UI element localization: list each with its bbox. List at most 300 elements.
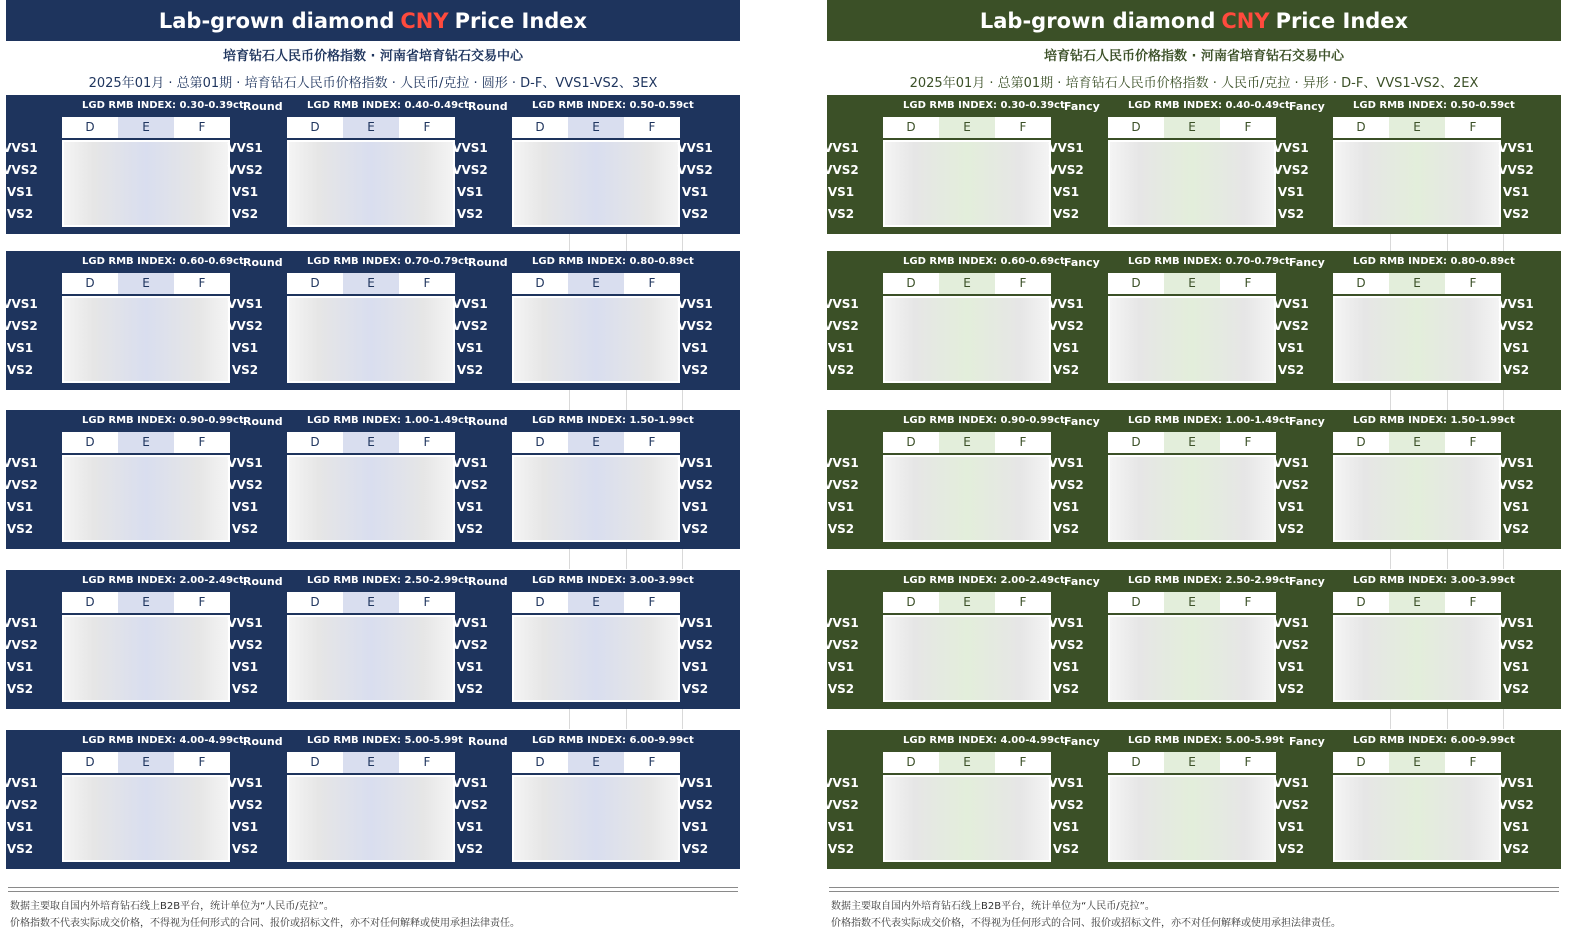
color-grade-f: F bbox=[1244, 276, 1252, 290]
color-grade-e: E bbox=[568, 432, 624, 453]
clarity-label: VVS2 bbox=[2, 163, 38, 177]
clarity-label: VS1 bbox=[827, 341, 855, 355]
clarity-label: VS1 bbox=[231, 500, 259, 514]
clarity-label: VS2 bbox=[1277, 682, 1305, 696]
price-section bbox=[2, 95, 740, 234]
clarity-label: VS2 bbox=[231, 682, 259, 696]
clarity-label: VVS1 bbox=[2, 141, 38, 155]
price-grid bbox=[1333, 775, 1501, 862]
color-grade-d: D bbox=[1131, 120, 1141, 134]
clarity-label: VS2 bbox=[6, 207, 34, 221]
clarity-label: VVS1 bbox=[452, 776, 488, 790]
clarity-label: VS2 bbox=[456, 842, 484, 856]
color-grade-e: E bbox=[1164, 273, 1220, 294]
clarity-label: VVS1 bbox=[823, 297, 859, 311]
carat-range-label: LGD RMB INDEX: 0.90-0.99ct bbox=[82, 415, 244, 426]
clarity-label: VS2 bbox=[6, 363, 34, 377]
clarity-label: VVS2 bbox=[452, 638, 488, 652]
color-grade-e: E bbox=[1164, 592, 1220, 613]
carat-range-label: LGD RMB INDEX: 2.50-2.99ct bbox=[1128, 575, 1290, 586]
color-grade-e: E bbox=[568, 752, 624, 773]
clarity-label: VVS1 bbox=[1273, 456, 1309, 470]
color-grade-e: E bbox=[1164, 432, 1220, 453]
color-grade-e: E bbox=[1164, 752, 1220, 773]
color-grade-f: F bbox=[648, 435, 656, 449]
color-grade-f: F bbox=[1244, 435, 1252, 449]
clarity-label: VS2 bbox=[1502, 207, 1530, 221]
color-header bbox=[287, 592, 455, 613]
color-header bbox=[62, 752, 230, 773]
subtitle: 培育钻石人民币价格指数 · 河南省培育钻石交易中心 bbox=[223, 49, 523, 64]
clarity-label: VVS1 bbox=[1498, 616, 1534, 630]
footer-rule bbox=[829, 887, 1559, 892]
color-grade-e: E bbox=[939, 752, 995, 773]
price-section bbox=[823, 410, 1561, 549]
clarity-label: VVS1 bbox=[1498, 141, 1534, 155]
color-grade-d: D bbox=[535, 755, 545, 769]
carat-range-label: LGD RMB INDEX: 0.40-0.49ct bbox=[307, 100, 469, 111]
color-grade-d: D bbox=[1131, 435, 1141, 449]
title-highlight: CNY bbox=[400, 8, 449, 33]
color-grade-e: E bbox=[939, 117, 995, 138]
carat-range-label: LGD RMB INDEX: 2.50-2.99ct bbox=[307, 575, 469, 586]
color-grade-e: E bbox=[343, 752, 399, 773]
clarity-label: VS1 bbox=[6, 341, 34, 355]
clarity-label: VVS1 bbox=[1048, 776, 1084, 790]
clarity-label: VVS2 bbox=[677, 163, 713, 177]
clarity-label: VS2 bbox=[827, 842, 855, 856]
divider-tick bbox=[1447, 709, 1448, 729]
color-header bbox=[883, 592, 1051, 613]
clarity-label: VS2 bbox=[1052, 363, 1080, 377]
carat-range-label: LGD RMB INDEX: 0.90-0.99ct bbox=[903, 415, 1065, 426]
color-grade-d: D bbox=[310, 755, 320, 769]
shape-label: Round bbox=[468, 100, 508, 113]
clarity-label: VS1 bbox=[1502, 185, 1530, 199]
clarity-label: VS2 bbox=[456, 682, 484, 696]
carat-range-label: LGD RMB INDEX: 1.50-1.99ct bbox=[532, 415, 694, 426]
clarity-label: VS2 bbox=[1052, 522, 1080, 536]
divider-tick bbox=[1503, 709, 1504, 729]
color-header bbox=[512, 117, 680, 138]
carat-range-label: LGD RMB INDEX: 0.50-0.59ct bbox=[1353, 100, 1515, 111]
clarity-label: VS2 bbox=[1277, 207, 1305, 221]
color-grade-d: D bbox=[906, 120, 916, 134]
shape-label: Round bbox=[243, 575, 283, 588]
carat-range-label: LGD RMB INDEX: 5.00-5.99t bbox=[1128, 735, 1284, 746]
color-grade-d: D bbox=[1131, 276, 1141, 290]
clarity-label: VVS1 bbox=[1048, 141, 1084, 155]
price-grid bbox=[62, 615, 230, 702]
title-highlight: CNY bbox=[1221, 8, 1270, 33]
divider-tick bbox=[682, 390, 683, 410]
clarity-label: VVS2 bbox=[452, 163, 488, 177]
divider-tick bbox=[682, 709, 683, 729]
clarity-label: VS2 bbox=[1277, 842, 1305, 856]
color-header bbox=[287, 432, 455, 453]
clarity-label: VS1 bbox=[456, 820, 484, 834]
clarity-label: VVS2 bbox=[1273, 478, 1309, 492]
disclaimer-line-1: 数据主要取自国内外培育钻石线上B2B平台，统计单位为“人民币/克拉”。 bbox=[10, 901, 334, 912]
clarity-label: VS1 bbox=[1277, 185, 1305, 199]
clarity-label: VVS2 bbox=[1498, 638, 1534, 652]
shape-label: Fancy bbox=[1289, 735, 1325, 748]
clarity-label: VS1 bbox=[827, 500, 855, 514]
color-header bbox=[1108, 592, 1276, 613]
clarity-label: VVS1 bbox=[823, 456, 859, 470]
price-grid bbox=[512, 140, 680, 227]
price-grid bbox=[1108, 455, 1276, 542]
price-grid bbox=[287, 140, 455, 227]
clarity-label: VVS1 bbox=[452, 616, 488, 630]
clarity-label: VVS2 bbox=[677, 638, 713, 652]
disclaimer-line-1: 数据主要取自国内外培育钻石线上B2B平台，统计单位为“人民币/克拉”。 bbox=[831, 901, 1155, 912]
color-grade-e: E bbox=[343, 432, 399, 453]
clarity-label: VVS1 bbox=[1498, 776, 1534, 790]
color-grade-e: E bbox=[118, 273, 174, 294]
panel-round bbox=[2, 0, 740, 946]
carat-range-label: LGD RMB INDEX: 0.70-0.79ct bbox=[1128, 256, 1290, 267]
shape-label: Fancy bbox=[1064, 575, 1100, 588]
color-grade-d: D bbox=[906, 755, 916, 769]
price-section bbox=[2, 570, 740, 709]
clarity-label: VVS2 bbox=[452, 478, 488, 492]
meta-line: 2025年01月 · 总第01期 · 培育钻石人民币价格指数 · 人民币/克拉 · 圆形 · D-F、VVS1-VS2、3EX bbox=[88, 76, 658, 91]
clarity-label: VS1 bbox=[681, 660, 709, 674]
clarity-label: VS1 bbox=[1052, 185, 1080, 199]
clarity-label: VS2 bbox=[1052, 842, 1080, 856]
clarity-label: VVS2 bbox=[1273, 319, 1309, 333]
color-grade-e: E bbox=[343, 117, 399, 138]
clarity-label: VS2 bbox=[681, 207, 709, 221]
clarity-label: VS1 bbox=[1277, 341, 1305, 355]
title-suffix: Price Index bbox=[1275, 8, 1409, 33]
color-grade-f: F bbox=[198, 435, 206, 449]
clarity-label: VVS1 bbox=[1273, 141, 1309, 155]
divider-tick bbox=[569, 709, 570, 729]
carat-range-label: LGD RMB INDEX: 3.00-3.99ct bbox=[532, 575, 694, 586]
color-grade-f: F bbox=[648, 120, 656, 134]
price-grid bbox=[287, 296, 455, 383]
color-grade-d: D bbox=[906, 276, 916, 290]
clarity-label: VVS2 bbox=[823, 163, 859, 177]
clarity-label: VVS2 bbox=[452, 798, 488, 812]
clarity-label: VS2 bbox=[1052, 682, 1080, 696]
color-grade-f: F bbox=[1469, 435, 1477, 449]
clarity-label: VVS2 bbox=[1273, 163, 1309, 177]
color-header bbox=[62, 273, 230, 294]
carat-range-label: LGD RMB INDEX: 0.30-0.39ct bbox=[903, 100, 1065, 111]
color-grade-f: F bbox=[1019, 276, 1027, 290]
clarity-label: VS1 bbox=[6, 500, 34, 514]
color-grade-f: F bbox=[1019, 120, 1027, 134]
shape-label: Fancy bbox=[1064, 415, 1100, 428]
clarity-label: VVS1 bbox=[452, 297, 488, 311]
color-grade-e: E bbox=[568, 592, 624, 613]
clarity-label: VS1 bbox=[1277, 660, 1305, 674]
color-grade-e: E bbox=[1389, 432, 1445, 453]
clarity-label: VS1 bbox=[827, 660, 855, 674]
price-grid bbox=[1333, 615, 1501, 702]
divider-tick bbox=[1447, 549, 1448, 569]
divider-tick bbox=[1390, 549, 1391, 569]
price-grid bbox=[62, 140, 230, 227]
footer-rule bbox=[8, 887, 738, 892]
color-header bbox=[512, 592, 680, 613]
clarity-label: VVS1 bbox=[227, 616, 263, 630]
price-section bbox=[823, 570, 1561, 709]
clarity-label: VS1 bbox=[1052, 500, 1080, 514]
color-header bbox=[883, 752, 1051, 773]
clarity-label: VVS1 bbox=[2, 456, 38, 470]
clarity-label: VVS2 bbox=[227, 478, 263, 492]
price-grid bbox=[883, 140, 1051, 227]
shape-label: Round bbox=[468, 415, 508, 428]
color-grade-d: D bbox=[85, 120, 95, 134]
clarity-label: VS2 bbox=[1277, 522, 1305, 536]
clarity-label: VS2 bbox=[1277, 363, 1305, 377]
clarity-label: VS1 bbox=[231, 185, 259, 199]
clarity-label: VVS2 bbox=[1273, 798, 1309, 812]
clarity-label: VVS1 bbox=[677, 297, 713, 311]
clarity-label: VVS2 bbox=[2, 798, 38, 812]
color-header bbox=[883, 117, 1051, 138]
clarity-label: VS1 bbox=[1052, 820, 1080, 834]
price-grid bbox=[883, 775, 1051, 862]
clarity-label: VVS1 bbox=[823, 616, 859, 630]
carat-range-label: LGD RMB INDEX: 4.00-4.99ct bbox=[82, 735, 244, 746]
clarity-label: VVS1 bbox=[677, 456, 713, 470]
clarity-label: VS2 bbox=[6, 842, 34, 856]
color-grade-e: E bbox=[1164, 117, 1220, 138]
color-grade-d: D bbox=[535, 595, 545, 609]
clarity-label: VS1 bbox=[1277, 820, 1305, 834]
color-grade-f: F bbox=[1244, 755, 1252, 769]
divider-tick bbox=[569, 390, 570, 410]
clarity-label: VS2 bbox=[1502, 363, 1530, 377]
clarity-label: VVS1 bbox=[1048, 456, 1084, 470]
color-grade-f: F bbox=[648, 595, 656, 609]
color-grade-f: F bbox=[423, 120, 431, 134]
color-grade-e: E bbox=[1389, 752, 1445, 773]
clarity-label: VVS2 bbox=[1498, 319, 1534, 333]
clarity-label: VVS1 bbox=[452, 141, 488, 155]
carat-range-label: LGD RMB INDEX: 0.60-0.69ct bbox=[903, 256, 1065, 267]
clarity-label: VS2 bbox=[681, 522, 709, 536]
shape-label: Round bbox=[468, 735, 508, 748]
clarity-label: VS2 bbox=[1502, 522, 1530, 536]
price-grid bbox=[62, 775, 230, 862]
color-grade-e: E bbox=[1389, 592, 1445, 613]
clarity-label: VVS2 bbox=[677, 319, 713, 333]
color-grade-f: F bbox=[423, 435, 431, 449]
divider-tick bbox=[626, 390, 627, 410]
color-header bbox=[1333, 117, 1501, 138]
carat-range-label: LGD RMB INDEX: 3.00-3.99ct bbox=[1353, 575, 1515, 586]
clarity-label: VS2 bbox=[231, 522, 259, 536]
color-grade-d: D bbox=[1356, 595, 1366, 609]
color-grade-f: F bbox=[423, 595, 431, 609]
price-section bbox=[823, 95, 1561, 234]
carat-range-label: LGD RMB INDEX: 5.00-5.99t bbox=[307, 735, 463, 746]
clarity-label: VS1 bbox=[231, 660, 259, 674]
divider-tick bbox=[1503, 549, 1504, 569]
color-grade-f: F bbox=[423, 755, 431, 769]
carat-range-label: LGD RMB INDEX: 0.40-0.49ct bbox=[1128, 100, 1290, 111]
carat-range-label: LGD RMB INDEX: 6.00-9.99ct bbox=[1353, 735, 1515, 746]
shape-label: Fancy bbox=[1289, 575, 1325, 588]
clarity-label: VVS1 bbox=[452, 456, 488, 470]
clarity-label: VVS1 bbox=[1498, 456, 1534, 470]
color-header bbox=[883, 273, 1051, 294]
shape-label: Fancy bbox=[1289, 256, 1325, 269]
meta-line: 2025年01月 · 总第01期 · 培育钻石人民币价格指数 · 人民币/克拉 · 异形 · D-F、VVS1-VS2、2EX bbox=[909, 76, 1479, 91]
color-grade-f: F bbox=[1019, 595, 1027, 609]
clarity-label: VVS2 bbox=[1273, 638, 1309, 652]
color-header bbox=[1333, 273, 1501, 294]
color-header bbox=[287, 752, 455, 773]
divider-tick bbox=[569, 549, 570, 569]
color-header bbox=[1333, 432, 1501, 453]
clarity-label: VVS1 bbox=[1048, 616, 1084, 630]
shape-label: Round bbox=[468, 575, 508, 588]
clarity-label: VVS1 bbox=[677, 616, 713, 630]
clarity-label: VVS1 bbox=[227, 456, 263, 470]
color-header bbox=[62, 117, 230, 138]
color-grade-d: D bbox=[1131, 595, 1141, 609]
clarity-label: VS2 bbox=[1502, 842, 1530, 856]
clarity-label: VVS1 bbox=[1048, 297, 1084, 311]
clarity-label: VVS2 bbox=[2, 638, 38, 652]
clarity-label: VVS2 bbox=[823, 798, 859, 812]
carat-range-label: LGD RMB INDEX: 2.00-2.49ct bbox=[903, 575, 1065, 586]
color-grade-f: F bbox=[198, 276, 206, 290]
color-grade-f: F bbox=[1469, 755, 1477, 769]
color-grade-d: D bbox=[310, 120, 320, 134]
clarity-label: VS2 bbox=[6, 682, 34, 696]
clarity-label: VS1 bbox=[681, 500, 709, 514]
clarity-label: VVS2 bbox=[227, 319, 263, 333]
clarity-label: VS2 bbox=[681, 682, 709, 696]
title-prefix: Lab-grown diamond bbox=[979, 8, 1216, 33]
clarity-label: VS2 bbox=[456, 207, 484, 221]
clarity-label: VVS1 bbox=[823, 776, 859, 790]
price-grid bbox=[883, 615, 1051, 702]
price-grid bbox=[883, 455, 1051, 542]
price-section bbox=[2, 410, 740, 549]
color-grade-f: F bbox=[648, 755, 656, 769]
title-bar bbox=[827, 0, 1561, 41]
clarity-label: VVS2 bbox=[823, 319, 859, 333]
carat-range-label: LGD RMB INDEX: 4.00-4.99ct bbox=[903, 735, 1065, 746]
color-grade-e: E bbox=[118, 117, 174, 138]
color-grade-d: D bbox=[906, 435, 916, 449]
clarity-label: VS2 bbox=[231, 363, 259, 377]
color-grade-d: D bbox=[310, 435, 320, 449]
color-grade-f: F bbox=[1469, 595, 1477, 609]
carat-range-label: LGD RMB INDEX: 0.70-0.79ct bbox=[307, 256, 469, 267]
price-grid bbox=[287, 615, 455, 702]
price-grid bbox=[287, 775, 455, 862]
clarity-label: VVS1 bbox=[2, 776, 38, 790]
clarity-label: VS2 bbox=[456, 522, 484, 536]
price-grid bbox=[62, 455, 230, 542]
shape-label: Round bbox=[243, 256, 283, 269]
price-grid bbox=[62, 296, 230, 383]
clarity-label: VS1 bbox=[1277, 500, 1305, 514]
color-grade-f: F bbox=[1019, 435, 1027, 449]
clarity-label: VS1 bbox=[1502, 820, 1530, 834]
color-header bbox=[883, 432, 1051, 453]
carat-range-label: LGD RMB INDEX: 0.80-0.89ct bbox=[1353, 256, 1515, 267]
clarity-label: VVS1 bbox=[227, 141, 263, 155]
clarity-label: VS1 bbox=[1502, 500, 1530, 514]
shape-label: Fancy bbox=[1289, 415, 1325, 428]
clarity-label: VVS1 bbox=[1273, 776, 1309, 790]
clarity-label: VVS1 bbox=[677, 141, 713, 155]
color-grade-d: D bbox=[535, 276, 545, 290]
clarity-label: VVS1 bbox=[1273, 616, 1309, 630]
shape-label: Round bbox=[243, 415, 283, 428]
color-grade-d: D bbox=[85, 276, 95, 290]
price-grid bbox=[883, 296, 1051, 383]
color-grade-d: D bbox=[906, 595, 916, 609]
carat-range-label: LGD RMB INDEX: 0.60-0.69ct bbox=[82, 256, 244, 267]
price-grid bbox=[1333, 140, 1501, 227]
carat-range-label: LGD RMB INDEX: 0.50-0.59ct bbox=[532, 100, 694, 111]
color-grade-e: E bbox=[939, 432, 995, 453]
color-header bbox=[1108, 273, 1276, 294]
clarity-label: VS1 bbox=[1502, 341, 1530, 355]
clarity-label: VS2 bbox=[827, 207, 855, 221]
price-grid bbox=[287, 455, 455, 542]
color-grade-d: D bbox=[85, 595, 95, 609]
color-grade-e: E bbox=[939, 273, 995, 294]
disclaimer-line-2: 价格指数不代表实际成交价格，不得视为任何形式的合同、报价或招标文件，亦不对任何解释或使用承担法律责任。 bbox=[831, 918, 1341, 929]
clarity-label: VS1 bbox=[681, 341, 709, 355]
color-grade-d: D bbox=[1356, 276, 1366, 290]
color-grade-e: E bbox=[568, 117, 624, 138]
color-grade-f: F bbox=[1244, 120, 1252, 134]
divider-tick bbox=[626, 709, 627, 729]
color-header bbox=[512, 432, 680, 453]
price-grid bbox=[512, 775, 680, 862]
clarity-label: VS2 bbox=[681, 842, 709, 856]
clarity-label: VVS2 bbox=[452, 319, 488, 333]
color-grade-f: F bbox=[1244, 595, 1252, 609]
divider-tick bbox=[1390, 709, 1391, 729]
disclaimer-line-2: 价格指数不代表实际成交价格，不得视为任何形式的合同、报价或招标文件，亦不对任何解释或使用承担法律责任。 bbox=[10, 918, 520, 929]
clarity-label: VS1 bbox=[456, 500, 484, 514]
color-header bbox=[512, 752, 680, 773]
price-grid bbox=[512, 455, 680, 542]
clarity-label: VVS2 bbox=[1498, 478, 1534, 492]
clarity-label: VS2 bbox=[1502, 682, 1530, 696]
clarity-label: VS2 bbox=[1052, 207, 1080, 221]
carat-range-label: LGD RMB INDEX: 0.30-0.39ct bbox=[82, 100, 244, 111]
color-grade-d: D bbox=[535, 120, 545, 134]
divider-tick bbox=[626, 549, 627, 569]
divider-tick bbox=[1503, 390, 1504, 410]
color-grade-e: E bbox=[939, 592, 995, 613]
price-grid bbox=[512, 615, 680, 702]
clarity-label: VS2 bbox=[681, 363, 709, 377]
color-header bbox=[1108, 432, 1276, 453]
panel-fancy bbox=[823, 0, 1561, 946]
clarity-label: VVS2 bbox=[1048, 798, 1084, 812]
carat-range-label: LGD RMB INDEX: 1.50-1.99ct bbox=[1353, 415, 1515, 426]
color-grade-f: F bbox=[198, 120, 206, 134]
